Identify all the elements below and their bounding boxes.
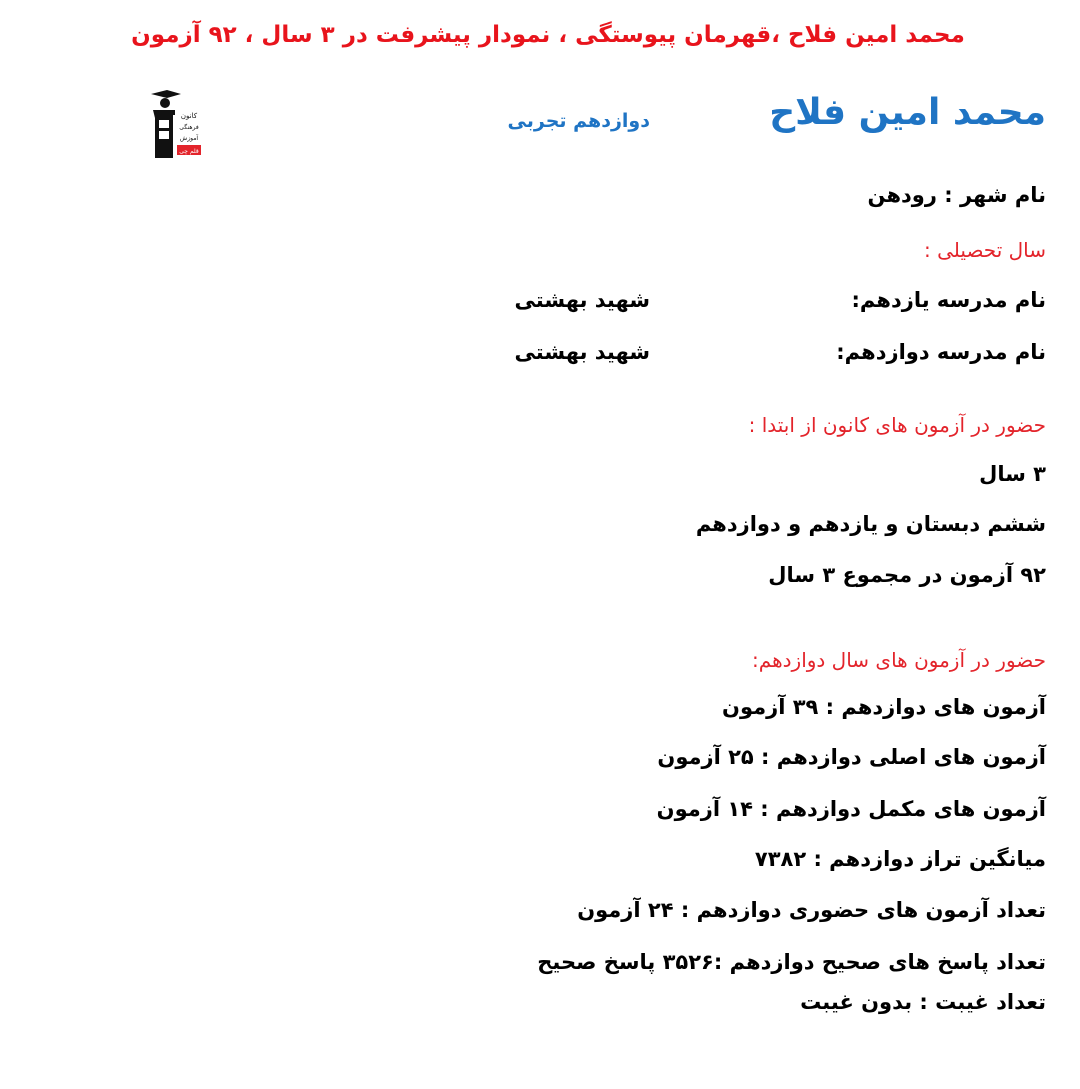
svg-text:قلم چی: قلم چی bbox=[179, 148, 199, 155]
svg-text:فرهنگی: فرهنگی bbox=[179, 124, 199, 131]
history-grades: ششم دبستان و یازدهم و دوازدهم bbox=[695, 512, 1046, 536]
history-total: ۹۲ آزمون در مجموع ۳ سال bbox=[768, 563, 1046, 587]
grade12-heading: حضور در آزمون های سال دوازدهم: bbox=[752, 648, 1046, 672]
school-12-value: شهید بهشتی bbox=[514, 340, 650, 364]
history-heading: حضور در آزمون های کانون از ابتدا : bbox=[748, 413, 1046, 437]
grade12-line: تعداد پاسخ های صحیح دوازدهم :۳۵۲۶ پاسخ صحیح bbox=[537, 950, 1046, 974]
academic-year-label: سال تحصیلی : bbox=[924, 238, 1046, 262]
school-12-label: نام مدرسه دوازدهم: bbox=[836, 340, 1046, 364]
svg-text:آموزش: آموزش bbox=[179, 135, 199, 142]
kanoon-logo-icon bbox=[145, 88, 205, 160]
page-title-text: محمد امین فلاح ،قهرمان پیوستگی ، نمودار پیشرفت در ۳ سال ، ۹۲ آزمون bbox=[131, 22, 965, 48]
history-years: ۳ سال bbox=[979, 462, 1046, 486]
page-title bbox=[0, 22, 1080, 48]
school-11-value: شهید بهشتی bbox=[514, 288, 650, 312]
grade12-line: میانگین تراز دوازدهم : ۷۳۸۲ bbox=[754, 847, 1046, 871]
grade12-line: تعداد غیبت : بدون غیبت bbox=[800, 990, 1046, 1014]
grade12-line: تعداد آزمون های حضوری دوازدهم : ۲۴ آزمون bbox=[577, 898, 1046, 922]
grade12-line: آزمون های دوازدهم : ۳۹ آزمون bbox=[722, 695, 1046, 719]
city-line: نام شهر : رودهن bbox=[867, 183, 1046, 207]
svg-text:کانون: کانون bbox=[180, 112, 198, 120]
student-grade: دوازدهم تجربی bbox=[507, 110, 650, 132]
student-name: محمد امین فلاح bbox=[769, 92, 1046, 133]
grade12-line: آزمون های مکمل دوازدهم : ۱۴ آزمون bbox=[656, 797, 1046, 821]
school-11-label: نام مدرسه یازدهم: bbox=[851, 288, 1046, 312]
grade12-line: آزمون های اصلی دوازدهم : ۲۵ آزمون bbox=[657, 745, 1046, 769]
